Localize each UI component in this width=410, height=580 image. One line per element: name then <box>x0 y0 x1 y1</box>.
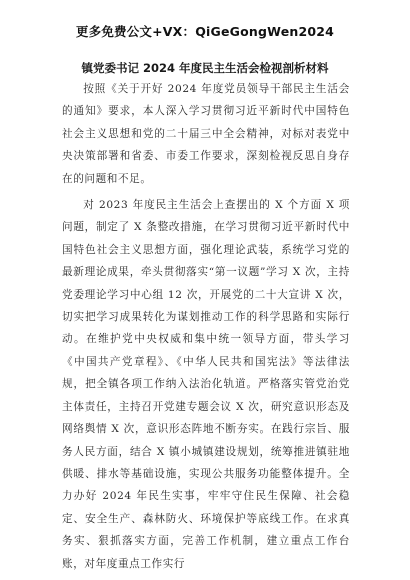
paragraph-rectification: 对 2023 年度民主生活会上查摆出的 X 个方面 X 项问题，制定了 X 条整改措施，在学习贯彻习近平新时代中国特色社会主义思想方面，强化理论武装，系统学习党的最新理论成果，牵头贯彻落实“第一议题”学习 X 次，主持党委理论学习中心组 12 次，开展党的二十大宣讲 X 次，切实把学习成果转化为谋划推动工作的科学思路和实际行动。在维护党中央权威和集中统一领导方面，带头学习《中国共产党章程》、《中华人民共和国宪法》等法律法规，把全镇各项工作纳入法治化轨道。严格落实管党治党主体责任，主持召开党建专题会议 X 次，研究意识形态及网络舆情 X 次，意识形态阵地不断夯实。在践行宗旨、服务人民方面，结合 X 镇小城镇建设规划，统筹推进镇驻地供暖、排水等基础设施，实现公共服务功能整体提升。全力办好 2024 年民生实事，牢牢守住民生保障、社会稳定、安全生产、森林防火、环境保护等底线工作。在求真务实、狠抓落实方面，完善工作机制，建立重点工作台账，对年度重点工作实行 <box>62 199 350 570</box>
document-body <box>62 78 350 575</box>
document-title: 镇党委书记 2024 年度民主生活会检视剖析材料 <box>81 61 329 75</box>
watermark-header: 更多免费公文+VX：QiGeGongWen2024 <box>75 24 335 39</box>
paragraph-intro: 按照《关于开好 2024 年度党员领导干部民主生活会的通知》要求，本人深入学习贯彻习近平新时代中国特色社会主义思想和党的二十届三中全会精神，对标对表党中央决策部署和省委、市委工作要求，深刻检视反思自身存在的问题和不足。 <box>62 83 350 185</box>
